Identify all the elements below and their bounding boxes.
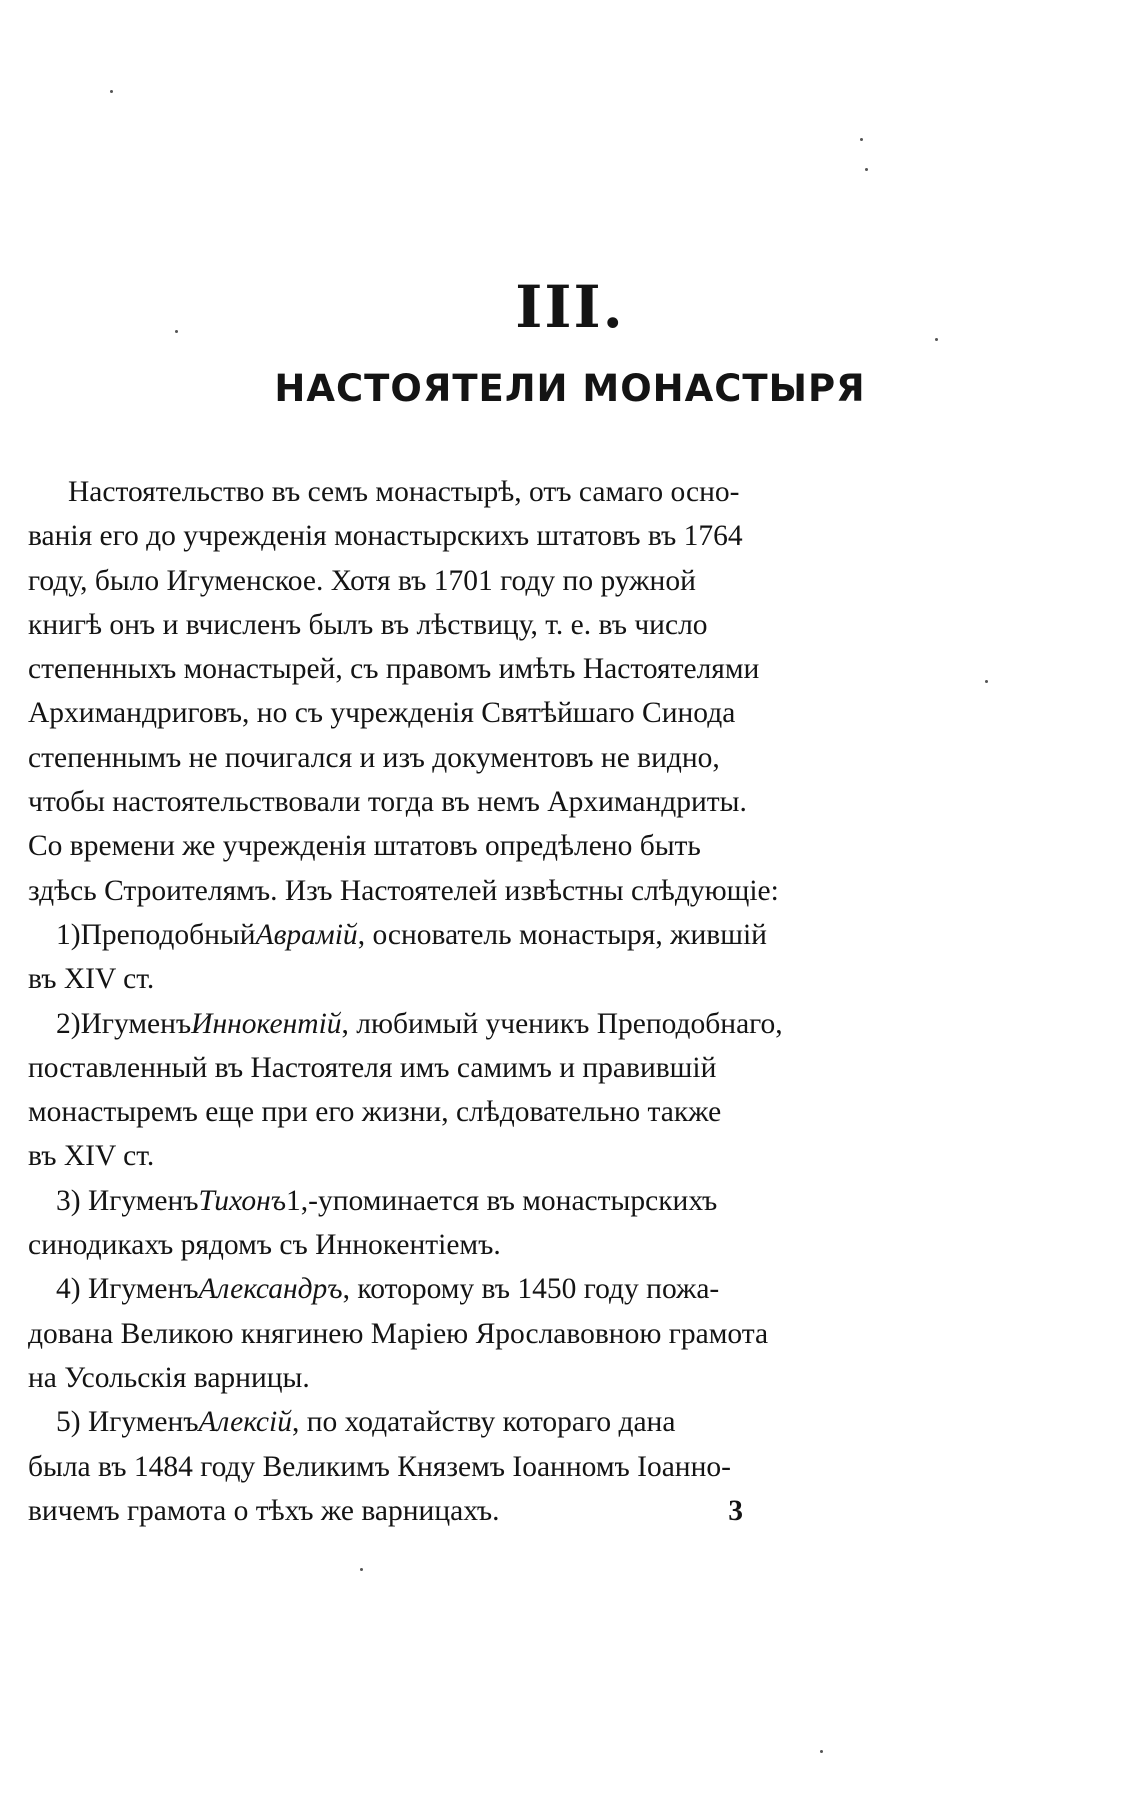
abbot-name: Иннокентій: [191, 1007, 342, 1040]
abbot-name: Алексій: [198, 1406, 292, 1439]
entry-line: дована Великою княгинею Маріею Ярославовною грамота: [28, 1317, 769, 1350]
text-line: Настоятельство въ семъ монастырѣ, отъ самаго осно-: [68, 476, 740, 508]
text-line: году, было Игуменское. Хотя въ 1701 году по ружной: [28, 564, 696, 597]
abbot-name: Александръ: [198, 1273, 343, 1306]
entry-line: была въ 1484 году Великимъ Княземъ Іоанномъ Іоанно-: [28, 1450, 731, 1483]
entry-line: поставленный въ Настоятеля имъ самимъ и правившій: [28, 1051, 717, 1084]
scan-speck: [935, 338, 938, 341]
chapter-number: III.: [515, 273, 625, 341]
text-line: здѣсь Строителямъ. Изъ Настоятелей извѣстны слѣдующіе:: [28, 874, 779, 907]
text-line: чтобы настоятельствовали тогда въ немъ Архимандриты.: [28, 786, 747, 819]
text-line: Архимандриговъ, но съ учрежденія Святѣйшаго Синода: [28, 697, 736, 730]
scan-speck: [985, 680, 988, 683]
chapter-title: НАСТОЯТЕЛИ МОНАСТЫРЯ: [274, 367, 866, 410]
text-line: степенныхъ монастырей, съ правомъ имѣть Настоятелями: [28, 653, 760, 686]
entry-line: на Усольскія варницы.: [28, 1361, 310, 1394]
entry-line: синодикахъ рядомъ съ Иннокентіемъ.: [28, 1229, 501, 1262]
body-text: [28, 470, 963, 1533]
entry-line: 2)Игуменъ Иннокентій , любимый ученикъ Преподобнаго,: [28, 1002, 963, 1046]
scan-speck: [110, 90, 113, 93]
entry-line: въ XIV ст.: [28, 963, 155, 996]
scan-speck: [175, 330, 178, 333]
entry-line: 4) Игуменъ Александръ , которому въ 1450 году пожа-: [28, 1267, 963, 1311]
abbot-name: Аврамій: [255, 918, 358, 951]
text-line: ванія его до учрежденія монастырскихъ штатовъ въ 1764: [28, 520, 743, 553]
entry-line: въ XIV ст.: [28, 1140, 155, 1173]
text-line: степеннымъ не почигался и изъ документовъ не видно,: [28, 741, 720, 774]
scan-speck: [360, 1568, 363, 1571]
text-line: книгѣ онъ и вчисленъ былъ въ лѣствицу, т. е. въ число: [28, 608, 708, 641]
scan-speck: [820, 1750, 823, 1753]
entry-line: 1)Преподобный Аврамій , основатель монастыря, жившій: [28, 913, 963, 957]
scan-speck: [860, 138, 863, 141]
signature-mark: 3: [728, 1494, 743, 1527]
entry-line: вичемъ грамота о тѣхъ же варницахъ. 3: [28, 1489, 963, 1533]
entry-line: 5) Игуменъ Алексій , по ходатайству котораго дана: [28, 1400, 963, 1444]
entry-line: 3) Игуменъ Тихонъ 1,-упоминается въ монастырскихъ: [28, 1179, 963, 1223]
entry-line: монастыремъ еще при его жизни, слѣдовательно также: [28, 1096, 722, 1129]
abbot-name: Тихонъ: [198, 1184, 287, 1217]
text-line: Со времени же учрежденія штатовъ опредѣлено быть: [28, 830, 701, 863]
scan-speck: [865, 168, 868, 171]
